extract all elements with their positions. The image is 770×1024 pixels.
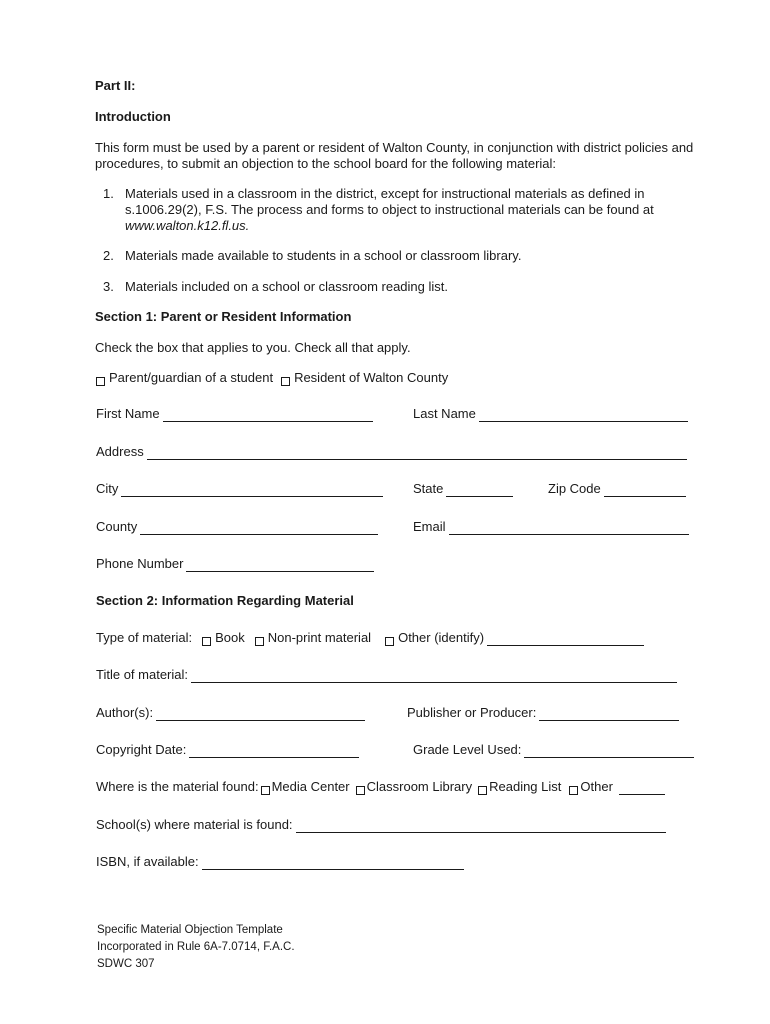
intro-text: This form must be used by a parent or resident of Walton County, in conjunction with district policies and procedures, to submit an objection to the school board for the following material: [95, 140, 694, 171]
first-name-label: First Name [96, 406, 160, 421]
non-print-option-label: Non-print material [267, 630, 372, 645]
address-label: Address [96, 444, 144, 459]
city-field[interactable] [121, 483, 383, 497]
title-row [96, 667, 677, 683]
county-row [96, 519, 378, 535]
list-item [103, 186, 693, 234]
material-type-label: Type of material: [96, 630, 193, 645]
classroom-library-checkbox[interactable] [356, 786, 365, 795]
phone-label: Phone Number [96, 556, 184, 571]
part-label: Part II: [95, 78, 136, 93]
isbn-row [96, 854, 464, 870]
copyright-row [96, 742, 359, 758]
copyright-field[interactable] [189, 744, 359, 758]
zip-row [548, 481, 686, 497]
other-location-field[interactable] [619, 781, 665, 795]
isbn-field[interactable] [202, 856, 464, 870]
last-name-field[interactable] [479, 408, 688, 422]
applicant-type-row [96, 370, 448, 386]
address-row [96, 444, 687, 460]
section1-heading: Section 1: Parent or Resident Information [95, 309, 352, 324]
schools-label: School(s) where material is found: [96, 817, 293, 832]
title-field[interactable] [191, 669, 677, 683]
email-label: Email [413, 519, 446, 534]
book-checkbox[interactable] [202, 637, 211, 646]
last-name-label: Last Name [413, 406, 476, 421]
email-row [413, 519, 689, 535]
phone-row [96, 556, 374, 572]
isbn-label: ISBN, if available: [96, 854, 199, 869]
zip-label: Zip Code [548, 481, 601, 496]
media-center-checkbox[interactable] [261, 786, 270, 795]
publisher-label: Publisher or Producer: [407, 705, 537, 720]
reading-list-option-label: Reading List [489, 779, 562, 794]
authors-label: Author(s): [96, 705, 154, 720]
email-field[interactable] [449, 521, 689, 535]
state-field[interactable] [446, 483, 513, 497]
list-item [103, 279, 693, 295]
other-type-field[interactable] [487, 632, 644, 646]
resident-option-label: Resident of Walton County [294, 370, 449, 385]
list-text: Materials included on a school or classroom reading list. [125, 279, 448, 294]
book-option-label: Book [215, 630, 245, 645]
footer-form-code: SDWC 307 [97, 958, 155, 970]
list-number: 1. [103, 186, 114, 201]
parent-option-label: Parent/guardian of a student [109, 370, 274, 385]
grade-field[interactable] [524, 744, 694, 758]
other-location-option-label: Other [580, 779, 613, 794]
publisher-field[interactable] [539, 707, 679, 721]
schools-field[interactable] [296, 819, 666, 833]
footer-rule-reference: Incorporated in Rule 6A-7.0714, F.A.C. [97, 941, 295, 953]
publisher-row [407, 705, 679, 721]
state-label: State [413, 481, 444, 496]
first-name-field[interactable] [163, 408, 373, 422]
page-footer [97, 922, 295, 973]
copyright-label: Copyright Date: [96, 742, 187, 757]
state-row [413, 481, 513, 497]
other-type-option-label: Other (identify) [398, 630, 485, 645]
list-number: 2. [103, 248, 114, 263]
grade-row [413, 742, 694, 758]
other-type-checkbox[interactable] [385, 637, 394, 646]
grade-label: Grade Level Used: [413, 742, 522, 757]
zip-field[interactable] [604, 483, 686, 497]
title-label: Title of material: [96, 667, 188, 682]
section1-instruction: Check the box that applies to you. Check all that apply. [95, 340, 411, 355]
last-name-row [413, 406, 688, 422]
list-item [103, 248, 693, 264]
other-location-checkbox[interactable] [569, 786, 578, 795]
address-field[interactable] [147, 446, 687, 460]
county-label: County [96, 519, 138, 534]
footer-template-name: Specific Material Objection Template [97, 924, 283, 936]
material-type-row [96, 630, 644, 646]
parent-checkbox[interactable] [96, 377, 105, 386]
county-field[interactable] [140, 521, 378, 535]
reading-list-checkbox[interactable] [478, 786, 487, 795]
district-link[interactable]: www.walton.k12.fl.us. [125, 218, 250, 233]
list-number: 3. [103, 279, 114, 294]
resident-checkbox[interactable] [281, 377, 290, 386]
phone-field[interactable] [186, 558, 374, 572]
section2-heading: Section 2: Information Regarding Material [96, 593, 354, 608]
city-row [96, 481, 383, 497]
non-print-checkbox[interactable] [255, 637, 264, 646]
authors-field[interactable] [156, 707, 365, 721]
schools-row [96, 817, 666, 833]
list-text: Materials made available to students in a school or classroom library. [125, 248, 522, 263]
classroom-library-option-label: Classroom Library [366, 779, 473, 794]
list-text: Materials used in a classroom in the district, except for instructional materials as defined in s.1006.29(2), F.S. The process and forms to object to instructional materials can be found at [125, 186, 654, 217]
authors-row [96, 705, 365, 721]
media-center-option-label: Media Center [271, 779, 350, 794]
first-name-row [96, 406, 373, 422]
city-label: City [96, 481, 119, 496]
intro-heading: Introduction [95, 109, 171, 124]
location-row [96, 779, 665, 795]
location-label: Where is the material found: [96, 779, 259, 794]
